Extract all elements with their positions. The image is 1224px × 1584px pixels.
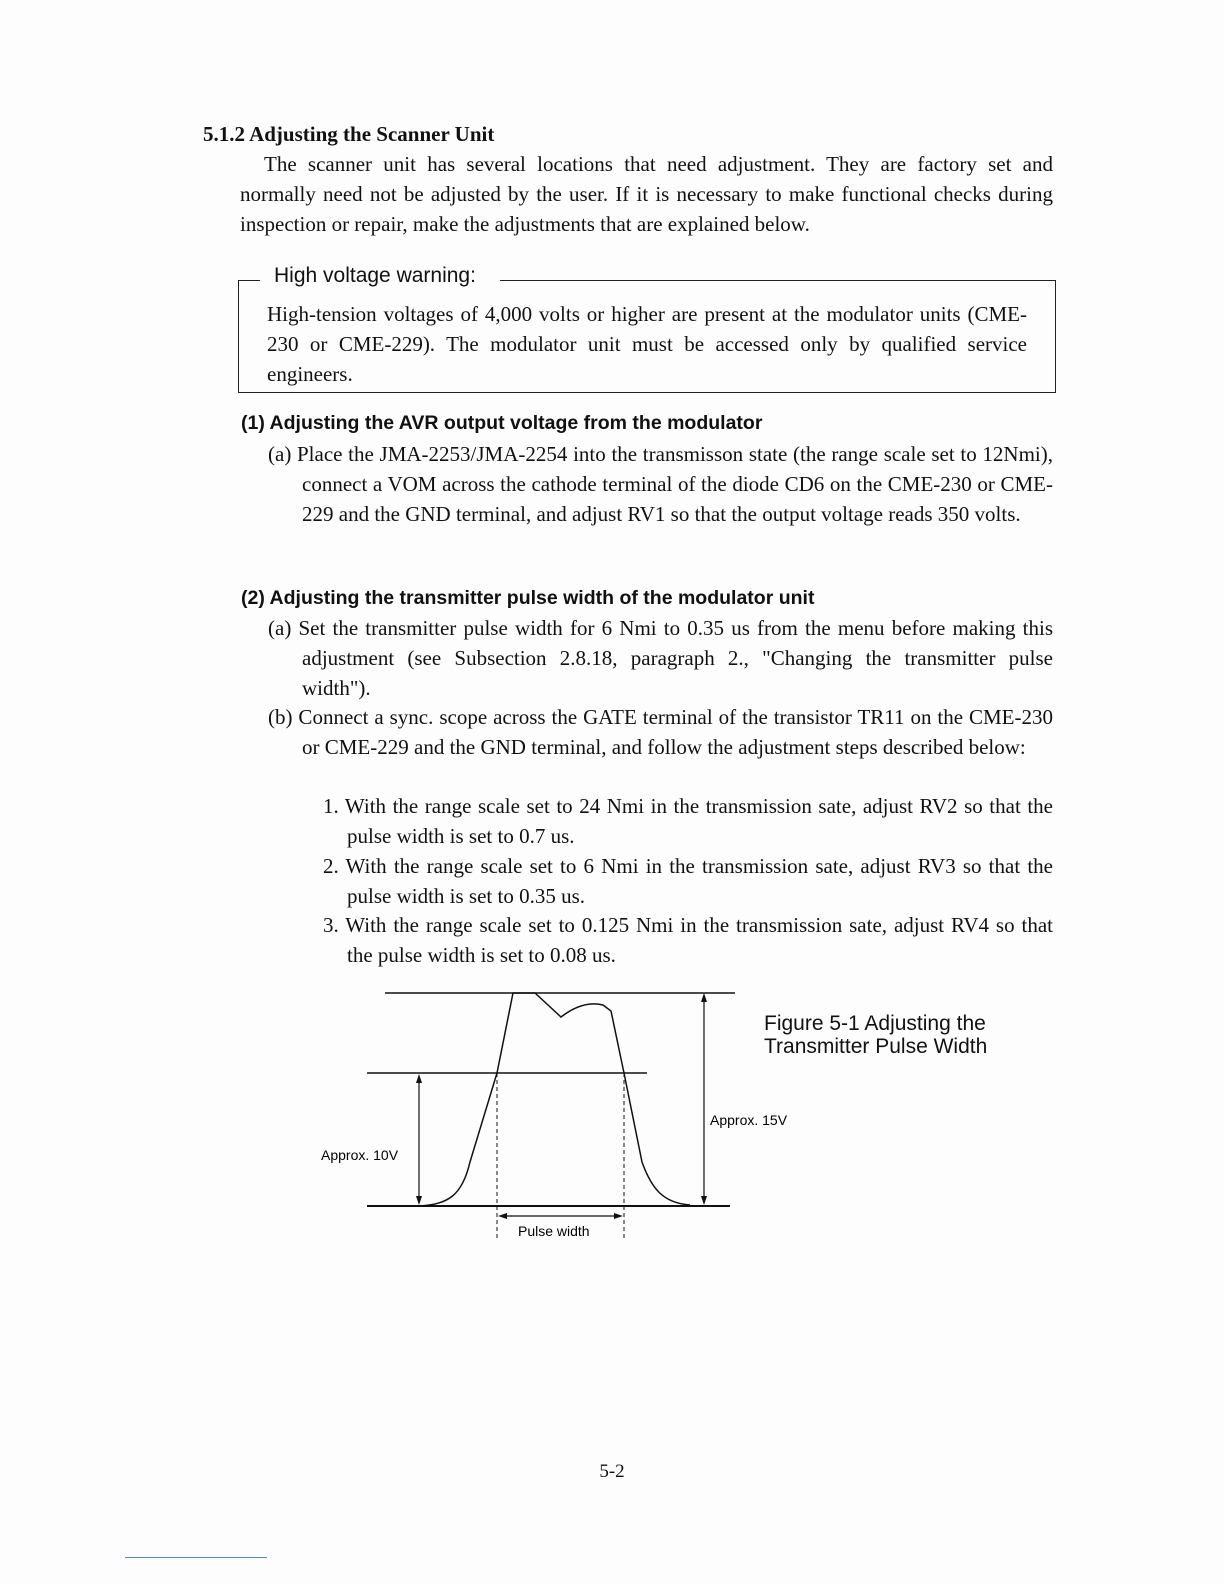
procedure-1-heading: (1) Adjusting the AVR output voltage from the modulator [241, 412, 763, 434]
figure-caption [764, 1012, 987, 1058]
pulse-arrow-head-left [498, 1213, 507, 1219]
arrow-10v-head-bottom [416, 1196, 422, 1205]
arrow-10v-head-top [416, 1074, 422, 1083]
label-approx-10v: Approx. 10V [321, 1147, 399, 1163]
step-3: 3. With the range scale set to 0.125 Nmi in the transmission sate, adjust RV4 so that the pulse width is set to 0.08 us. [323, 913, 1053, 967]
step-2: 2. With the range scale set to 6 Nmi in the transmission sate, adjust RV3 so that the pulse width is set to 0.35 us. [323, 854, 1053, 908]
label-pulse-width: Pulse width [518, 1223, 590, 1239]
arrow-15v-head-top [701, 993, 707, 1002]
pulse-waveform [420, 993, 690, 1206]
step-1: 1. With the range scale set to 24 Nmi in the transmission sate, adjust RV2 so that the pulse width is set to 0.7 us. [323, 794, 1053, 848]
pulse-arrow-head-right [614, 1213, 623, 1219]
procedure-2-item-b: (b) Connect a sync. scope across the GATE terminal of the transistor TR11 on the CME-230 or CME-229 and the GND terminal, and follow the adjustment steps described below: [268, 705, 1053, 759]
figure-caption-line-1: Figure 5-1 Adjusting the [764, 1012, 986, 1035]
warning-body: High-tension voltages of 4,000 volts or higher are present at the modulator units (CME-230 or CME-229). The modulator unit must be accessed only by qualified service engineers. [267, 302, 1027, 386]
footer-rule [125, 1557, 267, 1558]
procedure-2-heading: (2) Adjusting the transmitter pulse width of the modulator unit [241, 587, 815, 609]
procedure-1-item-a: (a) Place the JMA-2253/JMA-2254 into the transmisson state (the range scale set to 12Nmi), connect a VOM across the cathode terminal of the diode CD6 on the CME-230 or CME-229 and the GND terminal, and adjust RV1 so that the output voltage reads 350 volts. [268, 442, 1053, 526]
procedure-2-item-a: (a) Set the transmitter pulse width for 6 Nmi to 0.35 us from the menu before making this adjustment (see Subsection 2.8.18, paragraph 2., "Changing the transmitter pulse width"). [268, 616, 1053, 700]
warning-title: High voltage warning: [274, 264, 476, 287]
page-number: 5-2 [599, 1461, 625, 1482]
intro-paragraph: The scanner unit has several locations that need adjustment. They are factory set and normally need not be adjusted by the user. If it is necessary to make functional checks during inspection or repair, make the adjustments that are explained below. [240, 152, 1053, 236]
arrow-15v-head-bottom [701, 1196, 707, 1205]
section-title: 5.1.2 Adjusting the Scanner Unit [203, 122, 495, 146]
figure-caption-line-2: Transmitter Pulse Width [764, 1035, 988, 1058]
label-approx-15v: Approx. 15V [710, 1112, 788, 1128]
